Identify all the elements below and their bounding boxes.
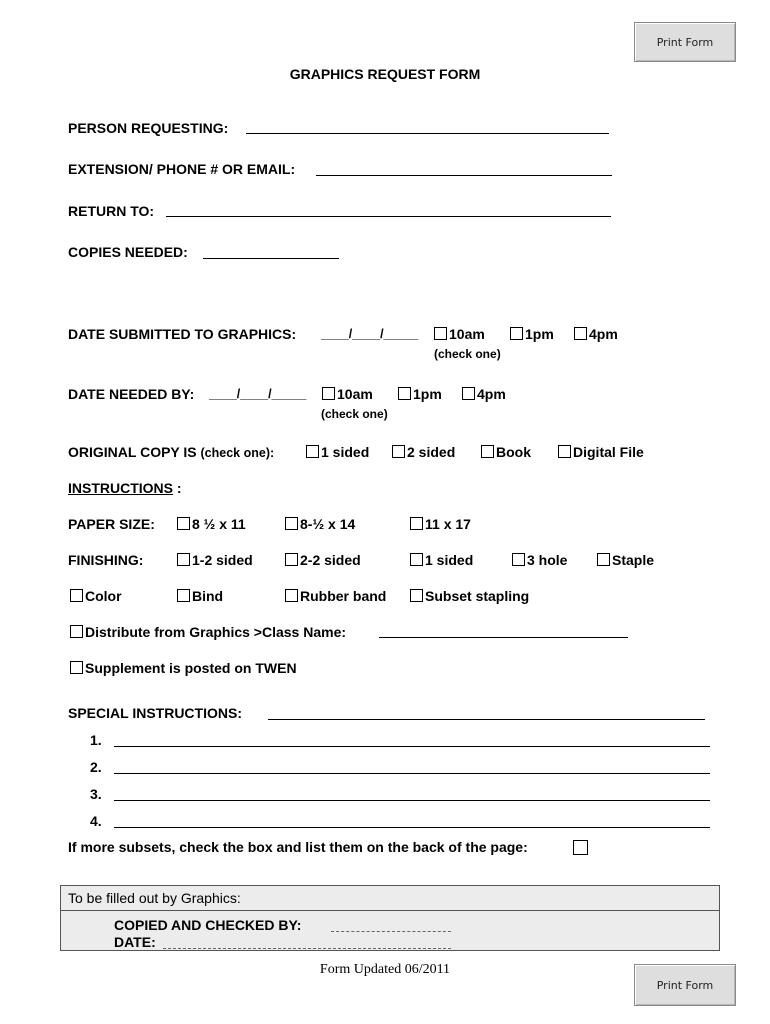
rubber-band-label: Rubber band xyxy=(300,588,387,604)
original-1-sided-checkbox[interactable] xyxy=(306,445,319,458)
finishing-1-sided-label: 1 sided xyxy=(425,552,474,568)
original-copy-label xyxy=(68,444,274,460)
subsets-checkbox[interactable] xyxy=(573,840,588,855)
date-submitted-field[interactable]: ____/____/_____ xyxy=(321,327,419,341)
bind-checkbox[interactable] xyxy=(177,589,190,602)
date-submitted-4pm-checkbox[interactable] xyxy=(574,327,587,340)
subset-stapling-label: Subset stapling xyxy=(425,588,530,604)
date-needed-1pm-label: 1pm xyxy=(413,386,442,402)
date-submitted-check-one: (check one) xyxy=(434,347,501,361)
supplement-label: Supplement is posted on TWEN xyxy=(85,660,297,676)
print-form-button-bottom[interactable]: Print Form xyxy=(634,964,736,1006)
finishing-2-2-sided-label: 2-2 sided xyxy=(300,552,361,568)
special-instructions-field[interactable] xyxy=(268,719,705,720)
class-name-field[interactable] xyxy=(379,637,628,638)
original-1-sided-label: 1 sided xyxy=(321,444,370,460)
form-updated-footer: Form Updated 06/2011 xyxy=(319,962,451,977)
graphics-office-box xyxy=(60,885,720,951)
finishing-1-2-sided-checkbox[interactable] xyxy=(177,553,190,566)
finishing-3-hole-label: 3 hole xyxy=(527,552,568,568)
graphics-box-divider xyxy=(61,910,719,911)
distribute-checkbox[interactable] xyxy=(70,625,83,638)
finishing-2-2-sided-checkbox[interactable] xyxy=(285,553,298,566)
extension-field[interactable] xyxy=(316,175,612,176)
original-book-checkbox[interactable] xyxy=(481,445,494,458)
finishing-3-hole-checkbox[interactable] xyxy=(512,553,525,566)
original-copy-label-text: ORIGINAL COPY IS xyxy=(68,444,197,460)
paper-size-8-5x11-label: 8 ½ x 11 xyxy=(192,516,246,532)
original-book-label: Book xyxy=(496,444,531,460)
date-submitted-10am-checkbox[interactable] xyxy=(434,327,447,340)
date-submitted-label: DATE SUBMITTED TO GRAPHICS: xyxy=(68,326,297,342)
date-needed-label: DATE NEEDED BY: xyxy=(68,386,195,402)
date-submitted-1pm-checkbox[interactable] xyxy=(510,327,523,340)
date-needed-10am-checkbox[interactable] xyxy=(322,387,335,400)
date-submitted-10am-label: 10am xyxy=(449,326,485,342)
bind-label: Bind xyxy=(192,588,224,604)
return-to-label: RETURN TO: xyxy=(68,203,155,219)
paper-size-8-5x14-checkbox[interactable] xyxy=(285,517,298,530)
paper-size-label: PAPER SIZE: xyxy=(68,516,155,532)
instructions-heading-colon: : xyxy=(173,480,182,496)
paper-size-11x17-checkbox[interactable] xyxy=(410,517,423,530)
original-copy-hint: (check one): xyxy=(200,446,275,460)
instruction-line-1[interactable] xyxy=(114,746,710,747)
return-to-field[interactable] xyxy=(166,216,611,217)
original-digital-file-label: Digital File xyxy=(573,444,644,460)
graphics-date-label: DATE: xyxy=(114,934,156,950)
date-needed-1pm-checkbox[interactable] xyxy=(398,387,411,400)
graphics-box-heading: To be filled out by Graphics: xyxy=(68,890,241,906)
instruction-number-3: 3. xyxy=(90,786,102,802)
person-requesting-label: PERSON REQUESTING: xyxy=(68,120,229,136)
special-instructions-label: SPECIAL INSTRUCTIONS: xyxy=(68,705,242,721)
finishing-label: FINISHING: xyxy=(68,552,144,568)
form-title: GRAPHICS REQUEST FORM xyxy=(289,66,481,82)
instruction-line-2[interactable] xyxy=(114,773,710,774)
instruction-number-2: 2. xyxy=(90,759,102,775)
instructions-heading-text: INSTRUCTIONS xyxy=(68,480,173,496)
instruction-line-4[interactable] xyxy=(114,827,710,828)
instructions-heading xyxy=(68,480,182,496)
subsets-label: If more subsets, check the box and list them on the back of the page: xyxy=(68,839,528,855)
finishing-1-2-sided-label: 1-2 sided xyxy=(192,552,253,568)
copied-checked-field[interactable] xyxy=(331,931,451,932)
finishing-staple-label: Staple xyxy=(612,552,655,568)
paper-size-11x17-label: 11 x 17 xyxy=(425,516,471,532)
date-needed-check-one: (check one) xyxy=(321,407,388,421)
date-needed-10am-label: 10am xyxy=(337,386,373,402)
original-digital-file-checkbox[interactable] xyxy=(558,445,571,458)
date-submitted-1pm-label: 1pm xyxy=(525,326,554,342)
subset-stapling-checkbox[interactable] xyxy=(410,589,423,602)
print-form-button-top[interactable]: Print Form xyxy=(634,22,736,62)
original-2-sided-label: 2 sided xyxy=(407,444,456,460)
date-needed-4pm-checkbox[interactable] xyxy=(462,387,475,400)
supplement-checkbox[interactable] xyxy=(70,661,83,674)
finishing-1-sided-checkbox[interactable] xyxy=(410,553,423,566)
copies-needed-field[interactable] xyxy=(203,258,339,259)
paper-size-8-5x11-checkbox[interactable] xyxy=(177,517,190,530)
color-checkbox[interactable] xyxy=(70,589,83,602)
finishing-staple-checkbox[interactable] xyxy=(597,553,610,566)
person-requesting-field[interactable] xyxy=(246,133,609,134)
extension-label: EXTENSION/ PHONE # OR EMAIL: xyxy=(68,161,296,177)
date-submitted-4pm-label: 4pm xyxy=(589,326,618,342)
instruction-number-1: 1. xyxy=(90,732,102,748)
instruction-number-4: 4. xyxy=(90,813,102,829)
rubber-band-checkbox[interactable] xyxy=(285,589,298,602)
color-label: Color xyxy=(85,588,122,604)
original-2-sided-checkbox[interactable] xyxy=(392,445,405,458)
copied-checked-label: COPIED AND CHECKED BY: xyxy=(114,917,302,933)
date-needed-field[interactable]: ____/____/_____ xyxy=(209,387,307,401)
paper-size-8-5x14-label: 8-½ x 14 xyxy=(300,516,356,532)
copies-needed-label: COPIES NEEDED: xyxy=(68,244,188,260)
date-needed-4pm-label: 4pm xyxy=(477,386,506,402)
instruction-line-3[interactable] xyxy=(114,800,710,801)
distribute-label: Distribute from Graphics >Class Name: xyxy=(85,624,347,640)
graphics-date-field[interactable] xyxy=(163,948,451,949)
